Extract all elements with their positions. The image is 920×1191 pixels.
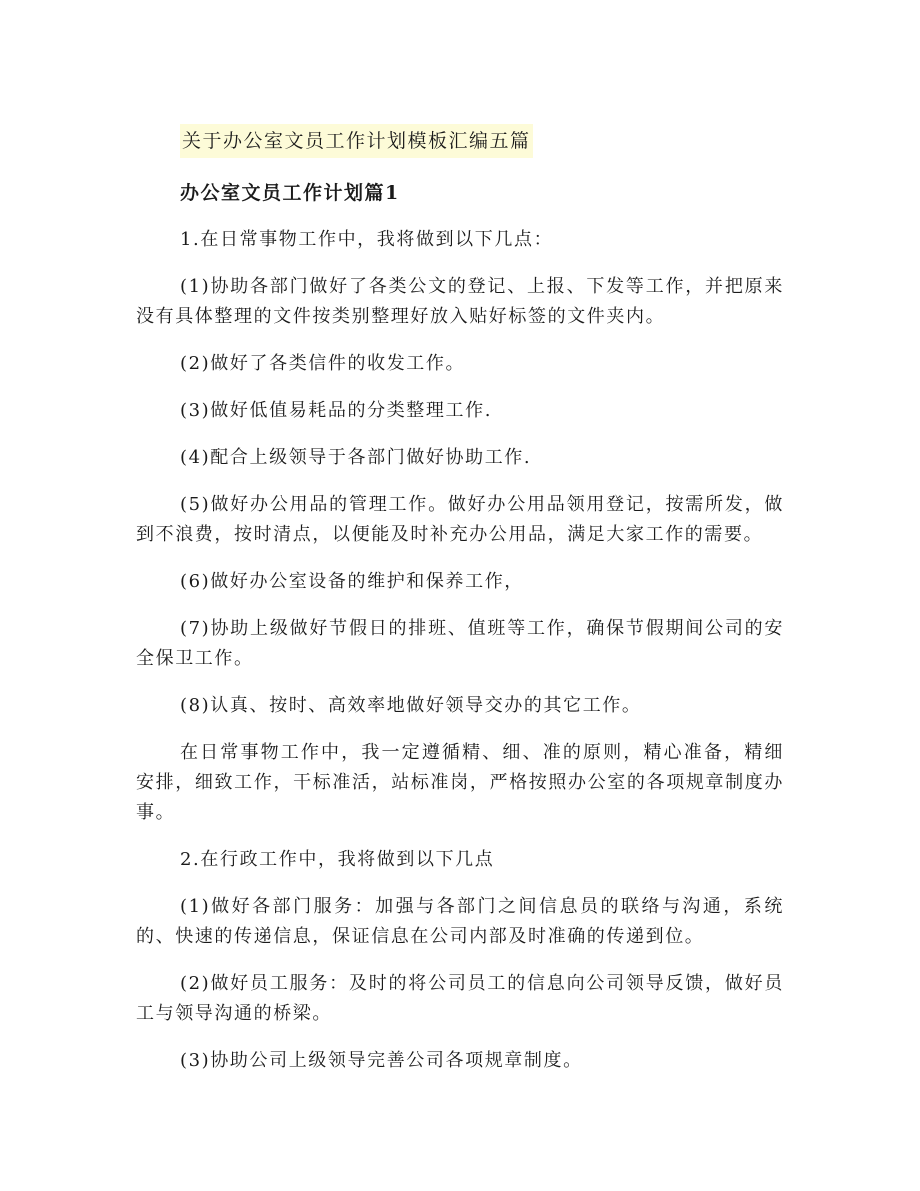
paragraph-item-1-8: (8)认真、按时、高效率地做好领导交办的其它工作。 [180,695,642,716]
paragraph-item-1-1: (1)协助各部门做好了各类公文的登记、上报、下发等工作，并把原来没有具体整理的文件按类别整理好放入贴好标签的文件夹内。 [136,276,784,327]
section-heading: 办公室文员工作计划篇1 [180,182,400,204]
paragraph-item-1-heading: 1.在日常事物工作中，我将做到以下几点： [180,229,554,250]
paragraph-item-2-3: (3)协助公司上级领导完善公司各项规章制度。 [180,1050,583,1071]
document-title: 关于办公室文员工作计划模板汇编五篇 [180,124,533,158]
paragraph-item-1-3: (3)做好低值易耗品的分类整理工作. [180,400,493,421]
paragraph-summary: 在日常事物工作中，我一定遵循精、细、准的原则，精心准备，精细安排，细致工作，干标准活，站标准岗，严格按照办公室的各项规章制度办事。 [136,742,784,823]
document-page [136,124,784,1076]
paragraph-item-2-1: (1)做好各部门服务：加强与各部门之间信息员的联络与沟通，系统的、快速的传递信息，保证信息在公司内部及时准确的传递到位。 [136,896,784,947]
paragraph-item-1-6: (6)做好办公室设备的维护和保养工作， [180,571,524,592]
paragraph-item-1-7: (7)协助上级做好节假日的排班、值班等工作，确保节假期间公司的安全保卫工作。 [136,618,784,669]
paragraph-item-2-heading: 2.在行政工作中，我将做到以下几点 [180,849,495,870]
paragraph-item-2-2: (2)做好员工服务：及时的将公司员工的信息向公司领导反馈，做好员工与领导沟通的桥梁。 [136,973,784,1024]
paragraph-item-1-2: (2)做好了各类信件的收发工作。 [180,353,466,374]
paragraph-item-1-4: (4)配合上级领导于各部门做好协助工作. [180,447,532,468]
paragraph-item-1-5: (5)做好办公用品的管理工作。做好办公用品领用登记，按需所发，做到不浪费，按时清点，以便能及时补充办公用品，满足大家工作的需要。 [136,494,784,545]
